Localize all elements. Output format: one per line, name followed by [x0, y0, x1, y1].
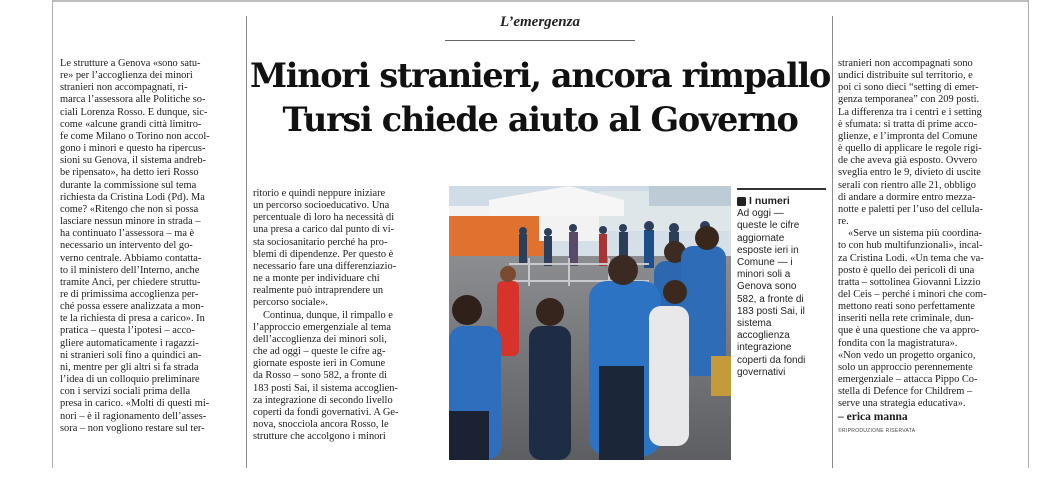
numbers-box-title-text: I numeri	[749, 195, 790, 207]
column-rule-right	[1028, 0, 1029, 468]
top-border	[52, 0, 1028, 2]
numbers-box-text: Ad oggi — queste le cifre aggiornate esposte ieri in Comune — i minori soli a Genova sono 582, a fronte di 183 posti Sai, il sistema accoglienza integrazione coperti da fondi governativi	[737, 208, 806, 378]
paragraph: ritorio e quindi neppure iniziare un percorso socioeducativo. Una percentuale di loro ha necessità di una presa a carico dal punto di vi- sta sociosanitario perché ha pro- blemi di dipendenze. Per questo è necessario fare una differenziazio- ne a monte per individuare chi realmente può intraprendere un percorso sociale».	[253, 188, 397, 309]
paragraph: Continua, dunque, il rimpallo e l’approccio emergenziale al tema dell’accoglienza dei minori soli, che ad oggi – queste le cifre ag- giornate esposte ieri in Comune da Rosso – sono 582, a fronte di 183 posti Sai, il sistema accoglien- za integrazione di secondo livello coperti da fondi governativi. A Ge- nova, snocciola ancora Rosso, le strutture che accolgono i minori	[253, 309, 399, 443]
numbers-box-title	[737, 195, 826, 207]
headline: Minori stranieri, ancora rimpallo Tursi chiede aiuto al Governo	[249, 56, 830, 139]
paragraph: Le strutture a Genova «sono satu- re» per l’accoglienza dei minori stranieri non accompagnati, ri- marca l’assessora alle Politiche so- ciali Lorenza Rosso. E dunque, sic- come «alcune grandi città limitro- fe come Milano o Torino non accol- gono i minori e questo ha ripercus- sioni su Genova, il sistema andreb- be ripensato», ha detto ieri Rosso durante la commissione sul tema richiesta da Cristina Lodi (Pd). Ma come? «Ritengo che non si possa lasciare nessun minore in strada – ha continuato l’assessora – ma è necessario un intervento del go- verno centrale. Abbiamo contatta- to il ministero dell’Interno, anche tramite Anci, per chiedere struttu- re di primissima accoglienza per- ché possa essere analizzata a mon- te la richiesta di presa a carico». In pratica – questa l’ipotesi – acco- gliere automaticamente i ragazzi- ni stranieri soli fino a quindici an- ni, mentre per gli altri si fa strada l’idea di un colloquio preliminare con i servizi sociali prima della presa in carico. «Molti di questi mi- nori – è il ragionamento dell’asses- sora – non vogliono restare sul ter-	[60, 58, 210, 434]
paragraph: «Serve un sistema più coordina- to con hub multifunzionali», incal- za Cristina Lodi. «Un tema che va- posto è quello dei pericoli di una tratta – sottolinea Giovanni Lizzio del Ceis – perché i minori che com- mettono reati sono perfettamente inseriti nella rete criminale, dun- que è una questione che va appro- fondita con la magistratura». «Non vedo un progetto organico, solo un approccio perennemente emergenziale – attacca Pippo Co- stella di Defence for Childrem – serve una strategia educativa».	[838, 228, 987, 410]
section-kicker: L’emergenza	[500, 14, 580, 30]
article-column-1	[60, 58, 240, 435]
numbers-box	[737, 188, 826, 379]
paragraph: stranieri non accompagnati sono undici distribuite sul territorio, e poi ci sono dieci “setting di emer- genza temporanea” con 209 posti. La differenza tra i centri e i setting è sfumata: si tratta di prime acco- glienze, e l’impronta del Comune è quello di applicare le regole rigi- de che aveva già esposto. Ovvero sveglia entro le 9, divieto di uscite serali con rientro alle 21, obbligo di andare a dormire entro mezza- notte e paletti per l’uso del cellula- re.	[838, 58, 983, 228]
camera-icon	[737, 197, 746, 206]
article-column-2	[253, 188, 439, 443]
kicker-rule	[445, 40, 635, 41]
article-column-4	[838, 58, 1022, 437]
news-photo	[449, 186, 731, 460]
author-signature: – erica manna	[838, 410, 908, 423]
column-rule-left	[52, 0, 53, 468]
copyright-notice: ©RIPRODUZIONE RISERVATA	[838, 427, 916, 434]
